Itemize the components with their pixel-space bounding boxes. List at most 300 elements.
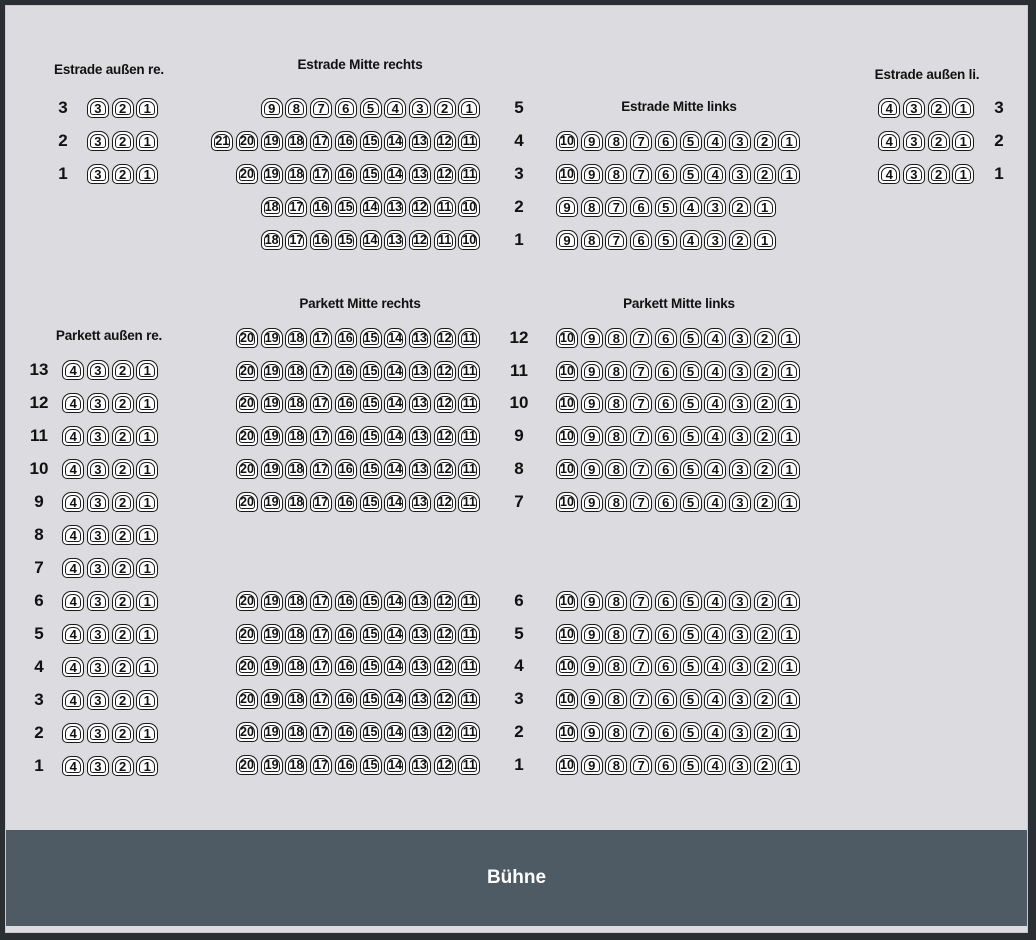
seat[interactable] xyxy=(360,131,382,151)
seat[interactable] xyxy=(458,656,480,676)
seat[interactable] xyxy=(680,624,702,644)
seat[interactable] xyxy=(236,722,258,742)
seat[interactable] xyxy=(458,624,480,644)
seat[interactable] xyxy=(655,492,677,512)
seat[interactable] xyxy=(310,361,332,381)
seat[interactable] xyxy=(335,656,357,676)
seat[interactable] xyxy=(310,689,332,709)
seat[interactable] xyxy=(62,492,84,512)
seat[interactable] xyxy=(655,689,677,709)
seat[interactable] xyxy=(655,393,677,413)
seat[interactable] xyxy=(261,459,283,479)
seat[interactable] xyxy=(62,558,84,578)
seat[interactable] xyxy=(136,756,158,776)
seat[interactable] xyxy=(261,197,283,217)
seat[interactable] xyxy=(409,656,431,676)
seat[interactable] xyxy=(236,656,258,676)
seat[interactable] xyxy=(310,98,332,118)
seat[interactable] xyxy=(236,459,258,479)
seat[interactable] xyxy=(754,492,776,512)
seat[interactable] xyxy=(704,722,726,742)
seat[interactable] xyxy=(236,393,258,413)
seat[interactable] xyxy=(261,689,283,709)
seat[interactable] xyxy=(384,492,406,512)
seat[interactable] xyxy=(630,492,652,512)
seat[interactable] xyxy=(680,492,702,512)
seat[interactable] xyxy=(261,722,283,742)
seat[interactable] xyxy=(310,197,332,217)
seat[interactable] xyxy=(754,328,776,348)
seat[interactable] xyxy=(310,131,332,151)
seat[interactable] xyxy=(310,459,332,479)
seat[interactable] xyxy=(605,393,627,413)
seat[interactable] xyxy=(952,164,974,184)
seat[interactable] xyxy=(655,591,677,611)
seat[interactable] xyxy=(581,459,603,479)
seat[interactable] xyxy=(704,230,726,250)
seat[interactable] xyxy=(136,525,158,545)
seat[interactable] xyxy=(360,164,382,184)
seat[interactable] xyxy=(581,131,603,151)
seat[interactable] xyxy=(335,393,357,413)
seat[interactable] xyxy=(434,755,456,775)
seat[interactable] xyxy=(729,755,751,775)
seat[interactable] xyxy=(556,131,578,151)
seat[interactable] xyxy=(360,689,382,709)
seat[interactable] xyxy=(434,722,456,742)
seat[interactable] xyxy=(434,98,456,118)
seat[interactable] xyxy=(360,328,382,348)
seat[interactable] xyxy=(136,360,158,380)
seat[interactable] xyxy=(236,131,258,151)
seat[interactable] xyxy=(112,657,134,677)
seat[interactable] xyxy=(630,131,652,151)
seat[interactable] xyxy=(285,328,307,348)
seat[interactable] xyxy=(754,164,776,184)
seat[interactable] xyxy=(903,131,925,151)
seat[interactable] xyxy=(556,459,578,479)
seat[interactable] xyxy=(434,131,456,151)
seat[interactable] xyxy=(754,591,776,611)
seat[interactable] xyxy=(458,164,480,184)
seat[interactable] xyxy=(136,591,158,611)
seat[interactable] xyxy=(655,624,677,644)
seat[interactable] xyxy=(285,197,307,217)
seat[interactable] xyxy=(704,197,726,217)
seat[interactable] xyxy=(581,361,603,381)
seat[interactable] xyxy=(556,361,578,381)
seat[interactable] xyxy=(261,624,283,644)
seat[interactable] xyxy=(87,459,109,479)
seat[interactable] xyxy=(285,459,307,479)
seat[interactable] xyxy=(112,98,134,118)
seat[interactable] xyxy=(285,98,307,118)
seat[interactable] xyxy=(729,328,751,348)
seat[interactable] xyxy=(112,591,134,611)
seat[interactable] xyxy=(778,656,800,676)
seat[interactable] xyxy=(384,624,406,644)
seat[interactable] xyxy=(360,230,382,250)
seat[interactable] xyxy=(556,624,578,644)
seat[interactable] xyxy=(384,98,406,118)
seat[interactable] xyxy=(384,328,406,348)
seat[interactable] xyxy=(630,197,652,217)
seat[interactable] xyxy=(704,426,726,446)
seat[interactable] xyxy=(62,657,84,677)
seat[interactable] xyxy=(236,492,258,512)
seat[interactable] xyxy=(458,328,480,348)
seat[interactable] xyxy=(878,164,900,184)
seat[interactable] xyxy=(903,98,925,118)
seat[interactable] xyxy=(87,98,109,118)
seat[interactable] xyxy=(630,722,652,742)
seat[interactable] xyxy=(556,393,578,413)
seat[interactable] xyxy=(680,656,702,676)
seat[interactable] xyxy=(136,558,158,578)
seat[interactable] xyxy=(655,361,677,381)
seat[interactable] xyxy=(878,98,900,118)
seat[interactable] xyxy=(434,328,456,348)
seat[interactable] xyxy=(704,131,726,151)
seat[interactable] xyxy=(729,197,751,217)
seat[interactable] xyxy=(434,164,456,184)
seat[interactable] xyxy=(384,459,406,479)
seat[interactable] xyxy=(409,197,431,217)
seat[interactable] xyxy=(729,492,751,512)
seat[interactable] xyxy=(729,689,751,709)
seat[interactable] xyxy=(928,131,950,151)
seat[interactable] xyxy=(878,131,900,151)
seat[interactable] xyxy=(62,690,84,710)
seat[interactable] xyxy=(556,689,578,709)
seat[interactable] xyxy=(136,98,158,118)
seat[interactable] xyxy=(335,492,357,512)
seat[interactable] xyxy=(729,164,751,184)
seat[interactable] xyxy=(778,624,800,644)
seat[interactable] xyxy=(458,393,480,413)
seat[interactable] xyxy=(729,131,751,151)
seat[interactable] xyxy=(285,164,307,184)
seat[interactable] xyxy=(581,328,603,348)
seat[interactable] xyxy=(556,164,578,184)
seat[interactable] xyxy=(87,426,109,446)
seat[interactable] xyxy=(409,164,431,184)
seat[interactable] xyxy=(754,426,776,446)
seat[interactable] xyxy=(87,492,109,512)
seat[interactable] xyxy=(556,755,578,775)
seat[interactable] xyxy=(409,624,431,644)
seat[interactable] xyxy=(458,459,480,479)
seat[interactable] xyxy=(630,591,652,611)
seat[interactable] xyxy=(112,723,134,743)
seat[interactable] xyxy=(778,131,800,151)
seat[interactable] xyxy=(409,722,431,742)
seat[interactable] xyxy=(605,591,627,611)
seat[interactable] xyxy=(458,722,480,742)
seat[interactable] xyxy=(285,591,307,611)
seat[interactable] xyxy=(285,656,307,676)
seat[interactable] xyxy=(285,755,307,775)
seat[interactable] xyxy=(384,393,406,413)
seat[interactable] xyxy=(605,131,627,151)
seat[interactable] xyxy=(112,459,134,479)
seat[interactable] xyxy=(384,230,406,250)
seat[interactable] xyxy=(285,230,307,250)
seat[interactable] xyxy=(384,164,406,184)
seat[interactable] xyxy=(360,624,382,644)
seat[interactable] xyxy=(335,426,357,446)
seat[interactable] xyxy=(360,755,382,775)
seat[interactable] xyxy=(581,492,603,512)
seat[interactable] xyxy=(630,624,652,644)
seat[interactable] xyxy=(754,689,776,709)
seat[interactable] xyxy=(87,164,109,184)
seat[interactable] xyxy=(704,755,726,775)
seat[interactable] xyxy=(136,459,158,479)
seat[interactable] xyxy=(409,393,431,413)
seat[interactable] xyxy=(605,197,627,217)
seat[interactable] xyxy=(112,756,134,776)
seat[interactable] xyxy=(87,723,109,743)
seat[interactable] xyxy=(409,591,431,611)
seat[interactable] xyxy=(556,591,578,611)
seat[interactable] xyxy=(409,426,431,446)
seat[interactable] xyxy=(729,591,751,611)
seat[interactable] xyxy=(680,164,702,184)
seat[interactable] xyxy=(556,492,578,512)
seat[interactable] xyxy=(384,131,406,151)
seat[interactable] xyxy=(360,393,382,413)
seat[interactable] xyxy=(87,624,109,644)
seat[interactable] xyxy=(729,656,751,676)
seat[interactable] xyxy=(285,131,307,151)
seat[interactable] xyxy=(778,361,800,381)
seat[interactable] xyxy=(581,197,603,217)
seat[interactable] xyxy=(112,690,134,710)
seat[interactable] xyxy=(630,393,652,413)
seat[interactable] xyxy=(704,459,726,479)
seat[interactable] xyxy=(285,722,307,742)
seat[interactable] xyxy=(136,426,158,446)
seat[interactable] xyxy=(458,426,480,446)
seat[interactable] xyxy=(236,164,258,184)
seat[interactable] xyxy=(556,426,578,446)
seat[interactable] xyxy=(680,722,702,742)
seat[interactable] xyxy=(360,361,382,381)
seat[interactable] xyxy=(704,689,726,709)
seat[interactable] xyxy=(581,624,603,644)
seat[interactable] xyxy=(655,328,677,348)
seat[interactable] xyxy=(434,656,456,676)
seat[interactable] xyxy=(605,328,627,348)
seat[interactable] xyxy=(729,361,751,381)
seat[interactable] xyxy=(434,361,456,381)
seat[interactable] xyxy=(112,525,134,545)
seat[interactable] xyxy=(729,426,751,446)
seat[interactable] xyxy=(729,393,751,413)
seat[interactable] xyxy=(778,164,800,184)
seat[interactable] xyxy=(458,689,480,709)
seat[interactable] xyxy=(458,492,480,512)
seat[interactable] xyxy=(409,492,431,512)
seat[interactable] xyxy=(236,755,258,775)
seat[interactable] xyxy=(335,361,357,381)
seat[interactable] xyxy=(236,328,258,348)
seat[interactable] xyxy=(704,624,726,644)
seat[interactable] xyxy=(335,98,357,118)
seat[interactable] xyxy=(285,393,307,413)
seat[interactable] xyxy=(630,164,652,184)
seat[interactable] xyxy=(680,689,702,709)
seat[interactable] xyxy=(778,459,800,479)
seat[interactable] xyxy=(136,492,158,512)
seat[interactable] xyxy=(729,624,751,644)
seat[interactable] xyxy=(680,459,702,479)
seat[interactable] xyxy=(704,656,726,676)
seat[interactable] xyxy=(335,164,357,184)
seat[interactable] xyxy=(754,722,776,742)
seat[interactable] xyxy=(136,393,158,413)
seat[interactable] xyxy=(434,197,456,217)
seat[interactable] xyxy=(434,624,456,644)
seat[interactable] xyxy=(62,756,84,776)
seat[interactable] xyxy=(556,197,578,217)
seat[interactable] xyxy=(434,492,456,512)
seat[interactable] xyxy=(630,755,652,775)
seat[interactable] xyxy=(952,131,974,151)
seat[interactable] xyxy=(285,492,307,512)
seat[interactable] xyxy=(310,230,332,250)
seat[interactable] xyxy=(261,755,283,775)
seat[interactable] xyxy=(409,755,431,775)
seat[interactable] xyxy=(680,755,702,775)
seat[interactable] xyxy=(680,393,702,413)
seat[interactable] xyxy=(261,164,283,184)
seat[interactable] xyxy=(754,656,776,676)
seat[interactable] xyxy=(261,393,283,413)
seat[interactable] xyxy=(605,689,627,709)
seat[interactable] xyxy=(680,131,702,151)
seat[interactable] xyxy=(136,657,158,677)
seat[interactable] xyxy=(285,689,307,709)
seat[interactable] xyxy=(778,492,800,512)
seat[interactable] xyxy=(87,591,109,611)
seat[interactable] xyxy=(261,98,283,118)
seat[interactable] xyxy=(360,98,382,118)
seat[interactable] xyxy=(680,197,702,217)
seat[interactable] xyxy=(729,459,751,479)
seat[interactable] xyxy=(335,230,357,250)
seat[interactable] xyxy=(605,624,627,644)
seat[interactable] xyxy=(62,426,84,446)
seat[interactable] xyxy=(384,689,406,709)
seat[interactable] xyxy=(261,656,283,676)
seat[interactable] xyxy=(556,328,578,348)
seat[interactable] xyxy=(136,690,158,710)
seat[interactable] xyxy=(581,393,603,413)
seat[interactable] xyxy=(680,426,702,446)
seat[interactable] xyxy=(778,591,800,611)
seat[interactable] xyxy=(556,656,578,676)
seat[interactable] xyxy=(261,131,283,151)
seat[interactable] xyxy=(335,197,357,217)
seat[interactable] xyxy=(605,656,627,676)
seat[interactable] xyxy=(655,656,677,676)
seat[interactable] xyxy=(754,361,776,381)
seat[interactable] xyxy=(704,361,726,381)
seat[interactable] xyxy=(655,230,677,250)
seat[interactable] xyxy=(754,624,776,644)
seat[interactable] xyxy=(903,164,925,184)
seat[interactable] xyxy=(704,492,726,512)
seat[interactable] xyxy=(458,230,480,250)
seat[interactable] xyxy=(778,393,800,413)
seat[interactable] xyxy=(655,459,677,479)
seat[interactable] xyxy=(434,426,456,446)
seat[interactable] xyxy=(704,393,726,413)
seat[interactable] xyxy=(458,591,480,611)
seat[interactable] xyxy=(581,656,603,676)
seat[interactable] xyxy=(605,492,627,512)
seat[interactable] xyxy=(285,361,307,381)
seat[interactable] xyxy=(605,164,627,184)
seat[interactable] xyxy=(729,722,751,742)
seat[interactable] xyxy=(310,328,332,348)
seat[interactable] xyxy=(87,360,109,380)
seat[interactable] xyxy=(310,755,332,775)
seat[interactable] xyxy=(434,591,456,611)
seat[interactable] xyxy=(434,459,456,479)
seat[interactable] xyxy=(360,656,382,676)
seat[interactable] xyxy=(384,755,406,775)
seat[interactable] xyxy=(605,722,627,742)
seat[interactable] xyxy=(952,98,974,118)
seat[interactable] xyxy=(112,558,134,578)
seat[interactable] xyxy=(360,722,382,742)
seat[interactable] xyxy=(434,689,456,709)
seat[interactable] xyxy=(112,393,134,413)
seat[interactable] xyxy=(655,164,677,184)
seat[interactable] xyxy=(285,624,307,644)
seat[interactable] xyxy=(310,722,332,742)
seat[interactable] xyxy=(778,755,800,775)
seat[interactable] xyxy=(778,722,800,742)
seat[interactable] xyxy=(630,689,652,709)
seat[interactable] xyxy=(630,230,652,250)
seat[interactable] xyxy=(680,328,702,348)
seat[interactable] xyxy=(630,656,652,676)
seat[interactable] xyxy=(754,459,776,479)
seat[interactable] xyxy=(409,361,431,381)
seat[interactable] xyxy=(409,131,431,151)
seat[interactable] xyxy=(384,361,406,381)
seat[interactable] xyxy=(655,197,677,217)
seat[interactable] xyxy=(236,426,258,446)
seat[interactable] xyxy=(928,164,950,184)
seat[interactable] xyxy=(581,722,603,742)
seat[interactable] xyxy=(655,426,677,446)
seat[interactable] xyxy=(62,624,84,644)
seat[interactable] xyxy=(136,624,158,644)
seat[interactable] xyxy=(87,690,109,710)
seat[interactable] xyxy=(136,723,158,743)
seat[interactable] xyxy=(409,689,431,709)
seat[interactable] xyxy=(581,591,603,611)
seat[interactable] xyxy=(261,426,283,446)
seat[interactable] xyxy=(928,98,950,118)
seat[interactable] xyxy=(261,230,283,250)
seat[interactable] xyxy=(62,723,84,743)
